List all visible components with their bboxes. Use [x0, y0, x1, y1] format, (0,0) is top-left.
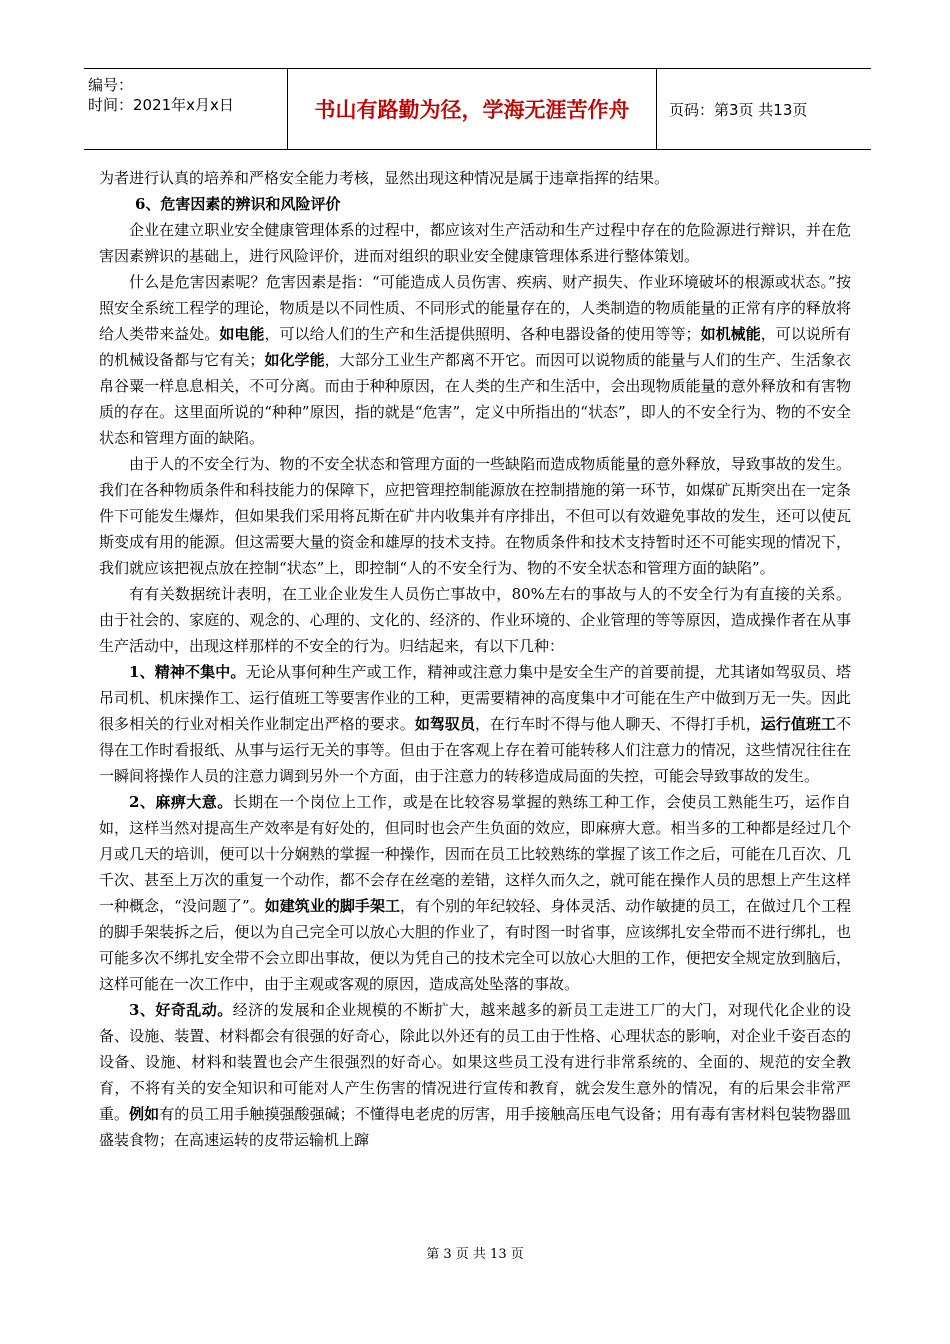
bold-text: 3、好奇乱动。 — [129, 1001, 233, 1019]
document-date: 时间：2021年x月x日 — [88, 96, 234, 114]
paragraph — [99, 269, 851, 451]
text-run: 无论从事何种生产或工作，精神或注意力集中是安全生产的首要前提，尤其诸如驾驭员、塔吊司机、机床操作工、运行值班工等要害作业的工种，更需要精神的高度集中才可能在生产中做到万无一失。因此很多相关的行业对相关作业制定出严格的要求。 — [99, 663, 851, 733]
page-footer: 第 3 页 共 13 页 — [426, 1247, 524, 1262]
bold-text: 2、麻痹大意。 — [129, 793, 233, 811]
bold-text: 1、精神不集中。 — [129, 663, 246, 681]
paragraph — [99, 659, 851, 789]
header-page-info: 页码：第3页 共13页 — [669, 100, 808, 119]
paragraph: 有有关数据统计表明，在工业企业发生人员伤亡事故中，80%左右的事故与人的不安全行为有直接的关系。由于社会的、家庭的、观念的、心理的、文化的、经济的、作业环境的、企业管理的等等原因，造成操作者在从事生产活动中，出现这样那样的不安全的行为。归结起来，有以下几种： — [99, 585, 851, 655]
document-number-label: 编号： — [88, 76, 134, 94]
header-meta — [84, 69, 287, 149]
text-run: ，在行车时不得与他人聊天、不得打手机， — [475, 715, 761, 733]
page-header — [84, 68, 871, 150]
section-heading: 6、危害因素的辨识和风险评价 — [135, 195, 341, 213]
bold-text: 如电能 — [219, 325, 265, 343]
bold-text: 例如 — [129, 1105, 160, 1123]
text-run: ，可以说所有的机械设备都与它有关； — [99, 325, 851, 369]
bold-text: 如机械能 — [700, 325, 761, 343]
bold-text: 如建筑业的脚手架工 — [264, 897, 401, 915]
text-run: ，可以给人们的生产和生活提供照明、各种电器设备的使用等等； — [264, 325, 701, 343]
paragraph: 为者进行认真的培养和严格安全能力考核，显然出现这种情况是属于违章指挥的结果。 — [99, 169, 670, 187]
text-run: ，大部分工业生产都离不开它。而因可以说物质的能量与人们的生产、生活象衣帛谷粟一样息息相关，不可分离。而由于种种原因，在人类的生产和生活中，会出现物质能量的意外释放和有害物质的存在。这里面所说的“种种”原因，指的就是“危害”，定义中所指出的“状态”，即人的不安全行为、物的不安全状态和管理方面的缺陷。 — [99, 351, 851, 447]
text-run: 经济的发展和企业规模的不断扩大，越来越多的新员工走进工厂的大门，对现代化企业的设备、设施、装置、材料都会有很强的好奇心，除此以外还有的员工由于性格、心理状态的影响，对企业千姿百态的设备、设施、材料和装置也会产生很强烈的好奇心。如果这些员工没有进行非常系统的、全面的、规范的安全教育，不将有关的安全知识和可能对人产生伤害的情况进行宣传和教育，就会发生意外的情况，有的后果会非常严重。 — [99, 1001, 851, 1123]
paragraph — [99, 789, 851, 997]
text-run: 长期在一个岗位上工作，或是在比较容易掌握的熟练工种工作，会使员工熟能生巧，运作自如，这样当然对提高生产效率是有好处的，但同时也会产生负面的效应，即麻痹大意。相当多的工种都是经过几个月或几天的培训，便可以十分娴熟的掌握一种操作，因而在员工比较熟练的掌握了该工作之后，可能在几百次、几千次、甚至上万次的重复一个动作，都不会存在丝毫的差错，这样久而久之，就可能在操作人员的思想上产生这样一种概念，“没问题了”。 — [99, 793, 851, 915]
document-body — [99, 165, 851, 1153]
text-run: 不得在工作时看报纸、从事与运行无关的事等。但由于在客观上存在着可能转移人们注意力的情况，这些情况往往在一瞬间将操作人员的注意力调到另外一个方面，由于注意力的转移造成局面的失控，可能会导致事故的发生。 — [99, 715, 851, 785]
text-run: 有的员工用手触摸强酸强碱；不懂得电老虎的厉害，用手接触高压电气设备；用有毒有害材料包装物器皿盛装食物；在高速运转的皮带运输机上蹿 — [99, 1105, 851, 1149]
paragraph: 由于人的不安全行为、物的不安全状态和管理方面的一些缺陷而造成物质能量的意外释放，导致事故的发生。我们在各种物质条件和科技能力的保障下，应把管理控制能源放在控制措施的第一环节，如煤矿瓦斯突出在一定条件下可能发生爆炸，但如果我们采用将瓦斯在矿井内收集并有序排出，不但可以有效避免事故的发生，还可以使瓦斯变成有用的能源。但这需要大量的资金和雄厚的技术支持。在物质条件和技术支持暂时还不可能实现的情况下，我们就应该把视点放在控制“状态”上，即控制“人的不安全行为、物的不安全状态和管理方面的缺陷”。 — [99, 455, 851, 577]
paragraph — [99, 997, 851, 1153]
bold-text: 如驾驭员 — [414, 715, 475, 733]
header-motto: 书山有路勤为径，学海无涯苦作舟 — [287, 69, 657, 149]
text-run: ，有个别的年纪较轻、身体灵活、动作敏捷的员工，在做过几个工程的脚手架装拆之后，便以为自己完全可以放心大胆的作业了，有时图一时省事，应该绑扎安全带而不进行绑扎，也可能多次不绑扎安全带不会立即出事故，便以为凭自己的技术完全可以放心大胆的工作，便把安全规定放到脑后，这样可能在一次工作中，由于主观或客观的原因，造成高处坠落的事故。 — [99, 897, 851, 993]
bold-text: 运行值班工 — [760, 715, 836, 733]
bold-text: 如化学能 — [264, 351, 325, 369]
paragraph: 企业在建立职业安全健康管理体系的过程中，都应该对生产活动和生产过程中存在的危险源进行辩识，并在危害因素辨识的基础上，进行风险评价，进而对组织的职业安全健康管理体系进行整体策划。 — [99, 221, 851, 265]
text-run: 什么是危害因素呢？危害因素是指：“可能造成人员伤害、疾病、财产损失、作业环境破坏的根源或状态。”按照安全系统工程学的理论，物质是以不同性质、不同形式的能量存在的，人类制造的物质能量的正常有序的释放将给人类带来益处。 — [99, 273, 851, 343]
